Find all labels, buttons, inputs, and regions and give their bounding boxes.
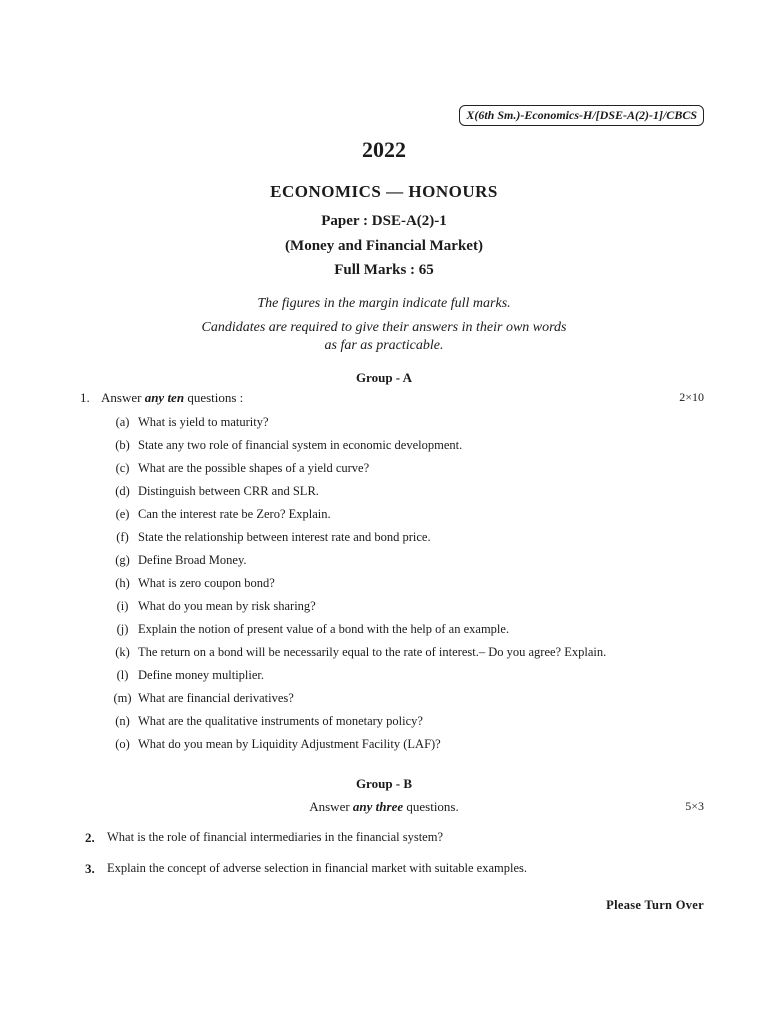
marks-instruction: The figures in the margin indicate full marks. [257, 296, 511, 311]
sub-question-text: What is zero coupon bond? [138, 576, 275, 590]
sub-question [107, 714, 423, 729]
paper-code: Paper : DSE-A(2)-1 [321, 213, 447, 229]
instruction-suffix: questions : [187, 390, 244, 405]
sub-question [107, 737, 441, 752]
group-a-heading: Group - A [355, 370, 413, 385]
sub-question-label: (k) [115, 645, 130, 659]
question-number: 2. [85, 830, 95, 845]
sub-question [107, 645, 606, 660]
answer-instruction-line2: as far as practicable. [324, 338, 444, 353]
question-number: 3. [85, 861, 95, 876]
sub-question-text: Can the interest rate be Zero? Explain. [138, 507, 331, 521]
instruction-suffix: questions. [406, 799, 459, 814]
sub-question [107, 622, 509, 637]
sub-question-text: Define money multiplier. [138, 668, 265, 682]
sub-question [107, 415, 269, 430]
question-1-marks: 2×10 [679, 390, 704, 404]
group-b-heading: Group - B [355, 776, 413, 791]
sub-question [107, 691, 294, 706]
instruction-prefix: Answer [101, 390, 142, 405]
sub-question [107, 553, 247, 568]
sub-question-text: What do you mean by Liquidity Adjustment Facility (LAF)? [138, 737, 441, 751]
sub-question-label: (h) [115, 576, 130, 590]
sub-question-label: (m) [113, 691, 132, 705]
please-turn-over: Please Turn Over [606, 898, 704, 912]
sub-question-label: (j) [116, 622, 129, 636]
sub-question [107, 530, 431, 545]
sub-question-text: Explain the notion of present value of a bond with the help of an example. [138, 622, 510, 636]
subject-title: ECONOMICS — HONOURS [270, 182, 498, 201]
sub-question-text: Distinguish between CRR and SLR. [138, 484, 319, 498]
paper-title: (Money and Financial Market) [285, 238, 483, 254]
question-3-text: Explain the concept of adverse selection in financial market with suitable examples. [107, 861, 527, 875]
question-1-instruction [101, 390, 243, 406]
sub-question-text: What are financial derivatives? [138, 691, 294, 705]
sub-question [107, 461, 369, 476]
paper-code-box: X(6th Sm.)-Economics-H/[DSE-A(2)-1]/CBCS [459, 105, 704, 126]
instruction-prefix: Answer [309, 799, 350, 814]
sub-question [107, 599, 316, 614]
exam-year: 2022 [362, 137, 406, 162]
sub-question [107, 668, 264, 683]
sub-question-label: (o) [115, 737, 130, 751]
question-number: 1. [80, 390, 90, 405]
sub-question-label: (e) [115, 507, 130, 521]
sub-question-label: (l) [116, 668, 129, 682]
question-2-text: What is the role of financial intermediaries in the financial system? [107, 830, 443, 844]
sub-question-text: Define Broad Money. [138, 553, 247, 567]
instruction-emphasis: any three [352, 799, 404, 814]
sub-question-text: What are the possible shapes of a yield curve? [138, 461, 370, 475]
sub-question-label: (g) [115, 553, 130, 567]
full-marks: Full Marks : 65 [334, 262, 434, 278]
sub-question [107, 438, 462, 453]
sub-question-label: (f) [116, 530, 129, 544]
sub-question-label: (a) [115, 415, 130, 429]
sub-question-label: (b) [115, 438, 130, 452]
sub-question-label: (c) [115, 461, 130, 475]
sub-question [107, 484, 319, 499]
sub-question-text: State the relationship between interest rate and bond price. [138, 530, 431, 544]
answer-instruction [0, 319, 768, 355]
sub-question-label: (n) [115, 714, 130, 728]
sub-question [107, 576, 275, 591]
sub-question [107, 507, 331, 522]
sub-question-text: What are the qualitative instruments of monetary policy? [138, 714, 423, 728]
answer-instruction-line1: Candidates are required to give their answers in their own words [201, 320, 567, 335]
sub-question-text: State any two role of financial system in economic development. [138, 438, 463, 452]
sub-question-text: What do you mean by risk sharing? [138, 599, 316, 613]
sub-question-label: (i) [116, 599, 129, 613]
group-b-instruction-text [0, 799, 768, 815]
sub-question-label: (d) [115, 484, 130, 498]
group-b-marks: 5×3 [685, 799, 704, 813]
instruction-emphasis: any ten [144, 390, 185, 405]
sub-question-text: What is yield to maturity? [138, 415, 269, 429]
sub-question-text: The return on a bond will be necessarily equal to the rate of interest.– Do you agree? Explain. [138, 645, 607, 659]
